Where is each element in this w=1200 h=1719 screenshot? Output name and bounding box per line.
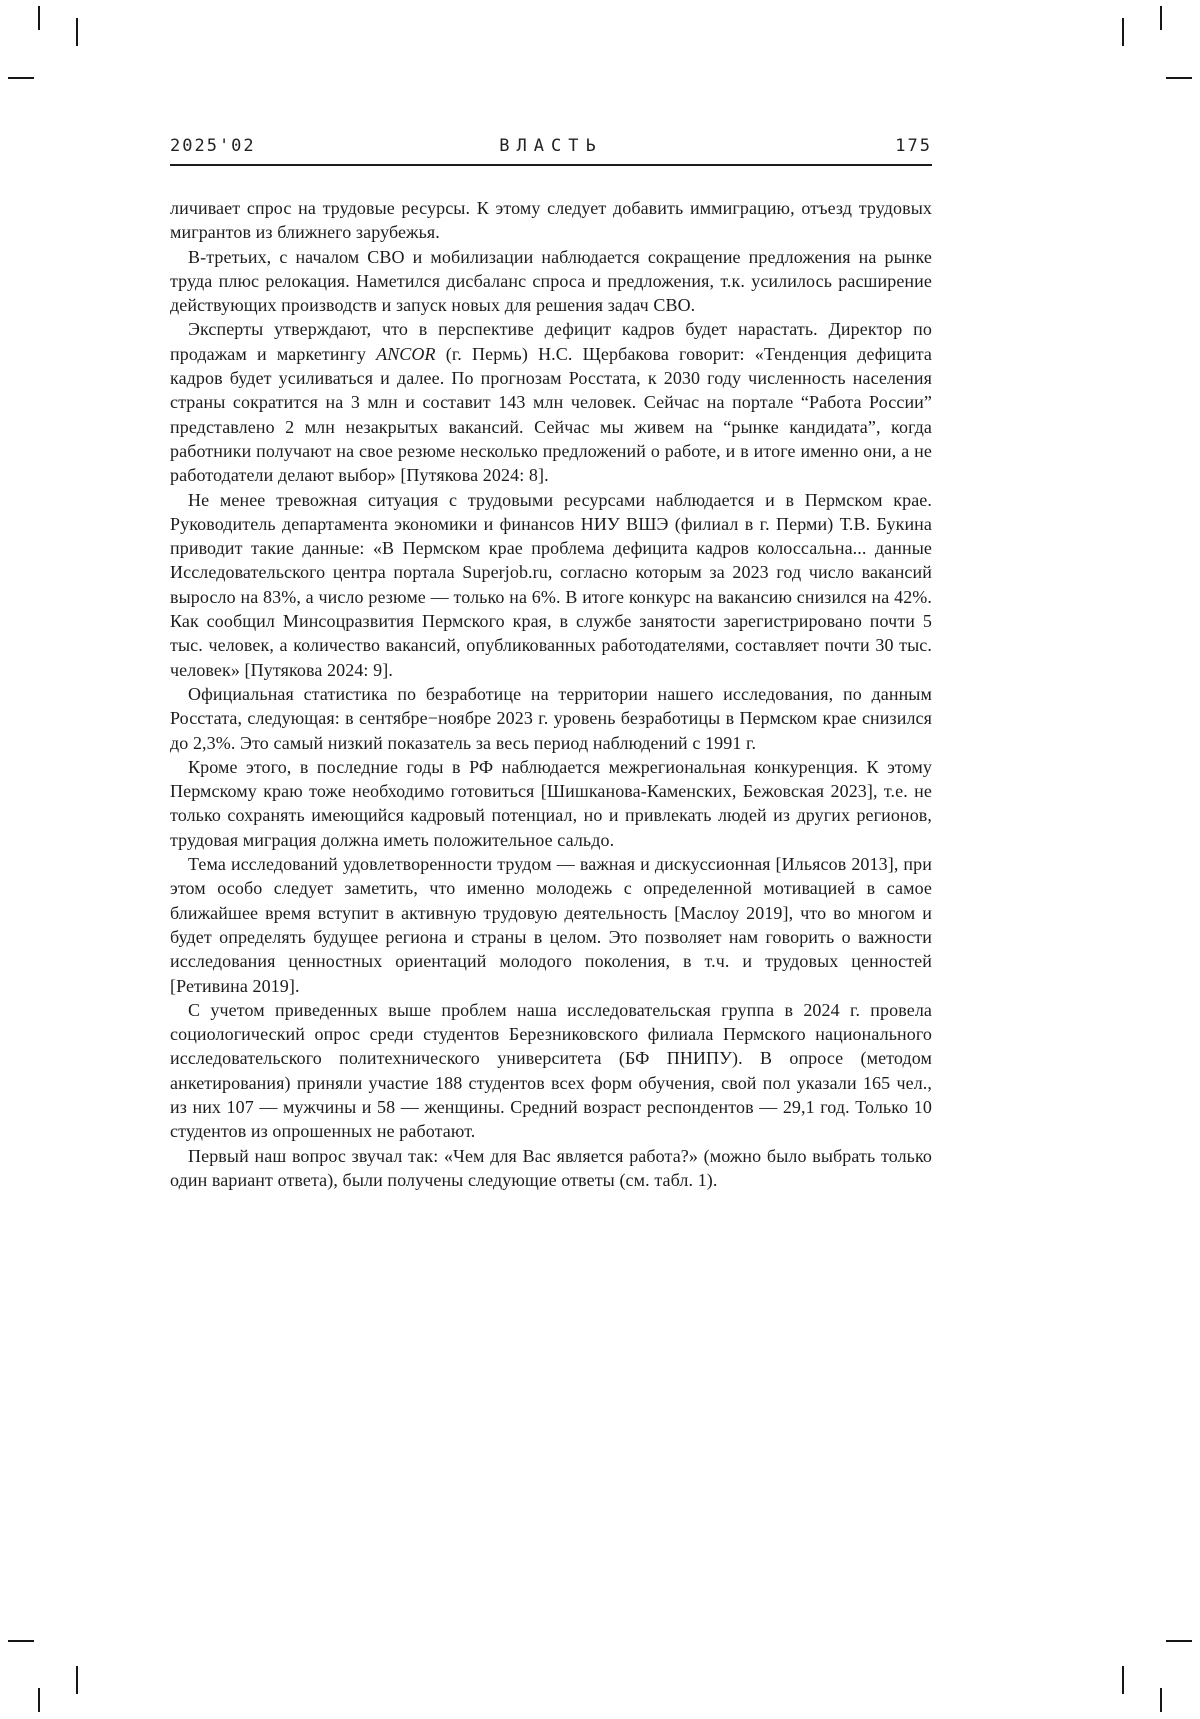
text-run: Первый наш вопрос звучал так: «Чем для Вас является работа?» (можно было выбрать только один вариант ответа), были получены следующие ответы (см. табл. 1). [170,1145,932,1190]
italic-text-run: ANCOR [376,343,436,364]
issue-label: 2025'02 [170,136,256,156]
journal-title: ВЛАСТЬ [499,136,603,156]
paragraph [170,317,932,487]
paragraph [170,1144,932,1193]
crop-mark [1160,1688,1162,1712]
text-run: Тема исследований удовлетворенности трудом — важная и дискуссионная [Ильясов 2013], при этом особо следует заметить, что именно молодежь с определенной мотивацией в самое ближайшее время вступит в активную трудовую деятельность [Маслоу 2019], что во многом и будет определять будущее региона и страны в целом. Это позволяет нам говорить о важности исследования ценностных ориентаций молодого поколения, в т.ч. и трудовых ценностей [Ретивина 2019]. [170,854,932,996]
paragraph [170,245,932,318]
crop-mark [1122,18,1124,46]
crop-mark [8,77,34,79]
crop-mark [1160,6,1162,30]
paragraph [170,755,932,852]
text-run: Кроме этого, в последние годы в РФ наблюдается межрегиональная конкуренция. К этому Пермскому краю тоже необходимо готовиться [Шишканова-Каменских, Бежовская 2023], т.е. не только сохранять имеющийся кадровый потенциал, но и привлекать людей из других регионов, трудовая миграция должна иметь положительное сальдо. [170,756,932,850]
crop-mark [38,1688,40,1712]
article-body [170,196,932,1192]
crop-mark [1166,1640,1192,1642]
crop-mark [76,18,78,46]
text-run: Эксперты утверждают, что в перспективе дефицит кадров будет нарастать. Директор по продажам и маркетингу [170,319,932,364]
paragraph [170,998,932,1144]
crop-mark [8,1640,34,1642]
paragraph [170,488,932,682]
paragraph [170,682,932,755]
paragraph [170,196,932,245]
crop-mark [38,6,40,30]
crop-mark [1166,77,1192,79]
text-run: Не менее тревожная ситуация с трудовыми ресурсами наблюдается и в Пермском крае. Руководитель департамента экономики и финансов НИУ ВШЭ (филиал в г. Перми) Т.В. Букина приводит такие данные: «В Пермском крае проблема дефицита кадров колоссальна... данные Исследовательского центра портала Superjob.ru, согласно которым за 2023 год число вакансий выросло на 83%, а число резюме — только на 6%. В итоге конкурс на вакансию снизился на 42%. Как сообщил Минсоцразвития Пермского края, в службе занятости зарегистрировано почти 5 тыс. человек, а количество вакансий, опубликованных работодателями, составляет почти 30 тыс. человек» [Путякова 2024: 9]. [170,489,932,680]
header-rule [170,164,932,166]
text-run: (г. Пермь) Н.С. Щербакова говорит: «Тенденция дефицита кадров будет усиливаться и далее. По прогнозам Росстата, к 2030 году численность населения страны сократится на 3 млн и составит 143 млн человек. Сейчас на портале “Работа России” представлено 2 млн незакрытых вакансий. Сейчас мы живем на “рынке кандидата”, когда работники получают на свое резюме несколько предложений о работе, и в итоге именно они, а не работодатели делают выбор» [Путякова 2024: 8]. [170,343,933,486]
text-run: В-третьих, с началом СВО и мобилизации наблюдается сокращение предложения на рынке труда плюс релокация. Наметился дисбаланс спроса и предложения, т.к. усилилось расширение действующих производств и запуск новых для решения задач СВО. [170,246,932,316]
page-header [170,136,932,156]
text-run: личивает спрос на трудовые ресурсы. К этому следует добавить иммиграцию, отъезд трудовых мигрантов из ближнего зарубежья. [170,198,932,243]
text-run: Официальная статистика по безработице на территории нашего исследования, по данным Росстата, следующая: в сентябре−ноябре 2023 г. уровень безработицы в Пермском крае снизился до 2,3%. Это самый низкий показатель за весь период наблюдений с 1991 г. [170,683,932,753]
text-run: С учетом приведенных выше проблем наша исследовательская группа в 2024 г. провела социологический опрос среди студентов Березниковского филиала Пермского национального исследовательского политехнического университета (БФ ПНИПУ). В опросе (методом анкетирования) приняли участие 188 студентов всех форм обучения, свой пол указали 165 чел., из них 107 — мужчины и 58 — женщины. Средний возраст респондентов — 29,1 год. Только 10 студентов из опрошенных не работают. [170,999,932,1142]
crop-mark [76,1666,78,1694]
crop-mark [1122,1666,1124,1694]
page-number: 175 [895,136,932,156]
paragraph [170,852,932,998]
